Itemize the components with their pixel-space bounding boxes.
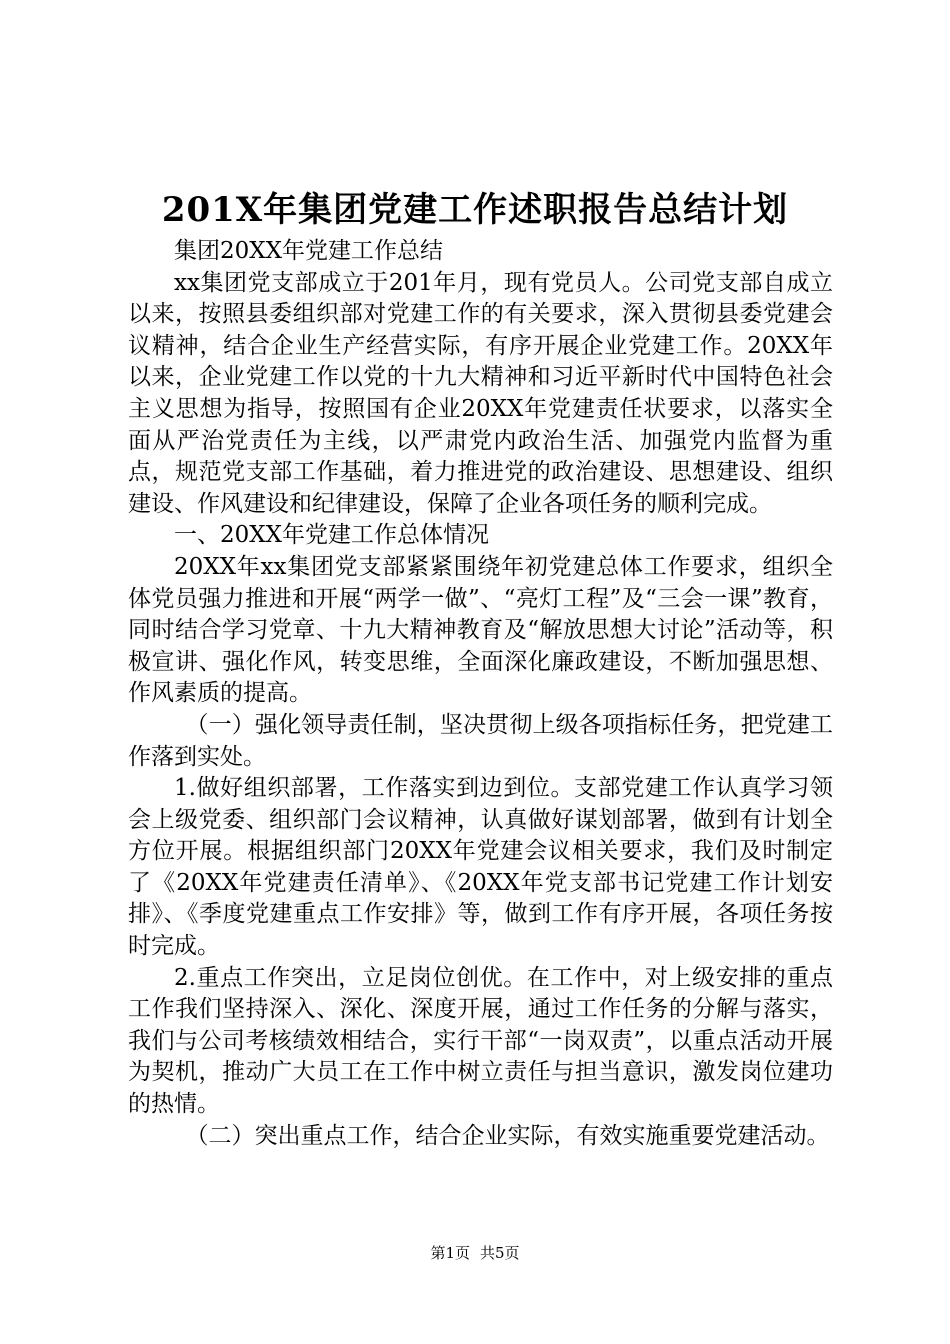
paragraph-intro: xx集团党支部成立于201年月，现有党员人。公司党支部自成立以来，按照县委组织部对党建工作的有关要求，深入贯彻县委党建会议精神，结合企业生产经营实际，有序开展企业党建工作。20XX年以来，企业党建工作以党的十九大精神和习近平新时代中国特色社会主义思想为指导，按照国有企业20XX年党建责任状要求，以落实全面从严治党责任为主线，以严肃党内政治生活、加强党内监督为重点，规范党支部工作基础，着力推进党的政治建设、思想建设、组织建设、作风建设和纪律建设，保障了企业各项任务的顺利完成。 [128, 269, 833, 517]
document-title: 201X年集团党建工作述职报告总结计划 [161, 190, 789, 230]
paragraph-summary-heading: 集团20XX年党建工作总结 [174, 238, 444, 264]
paragraph-overview: 20XX年xx集团党支部紧紧围绕年初党建总体工作要求，组织全体党员强力推进和开展“两学一做”、“亮灯工程”及“三会一课”教育，同时结合学习党章、十九大精神教育及“解放思想大讨论”活动等，积极宣讲、强化作风，转变思维，全面深化廉政建设，不断加强思想、作风素质的提高。 [128, 553, 833, 707]
paragraph-item-1: 1.做好组织部署，工作落实到边到位。支部党建工作认真学习领会上级党委、组织部门会议精神，认真做好谋划部署，做到有计划全方位开展。根据组织部门20XX年党建会议相关要求，我们及时制定了《20XX年党建责任清单》、《20XX年党支部书记党建工作计划安排》、《季度党建重点工作安排》等，做到工作有序开展，各项任务按时完成。 [128, 775, 833, 960]
subsection-heading-leadership: （一）强化领导责任制，坚决贯彻上级各项指标任务，把党建工作落到实处。 [128, 711, 833, 770]
subsection-heading-activities: （二）突出重点工作，结合企业实际，有效实施重要党建活动。 [185, 1122, 830, 1149]
page-footer [0, 1243, 950, 1263]
document-body [128, 236, 833, 1152]
page-number-total: 共5页 [480, 1244, 520, 1262]
paragraph-item-2: 2.重点工作突出，立足岗位创优。在工作中，对上级安排的重点工作我们坚持深入、深化、深度开展，通过工作任务的分解与落实，我们与公司考核绩效相结合，实行干部“一岗双责”，以重点活动开展为契机，推动广大员工在工作中树立责任与担当意识，激发岗位建功的热情。 [128, 964, 833, 1118]
page-number-current: 第1页 [430, 1244, 470, 1262]
section-heading-overview: 一、20XX年党建工作总体情况 [174, 522, 490, 549]
